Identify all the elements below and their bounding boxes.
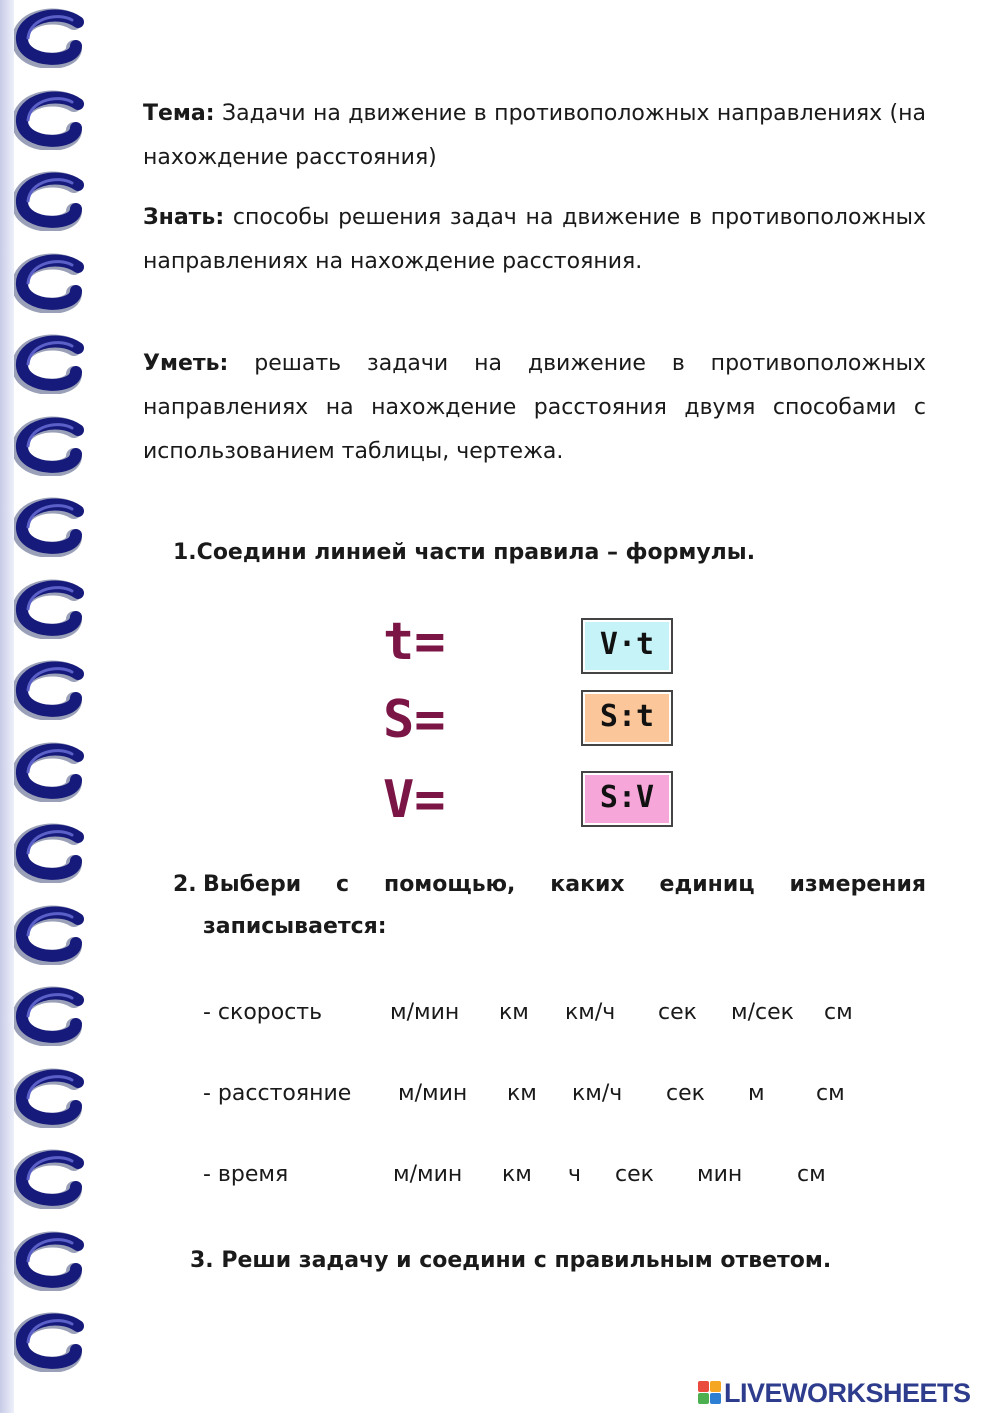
logo-icon bbox=[698, 1381, 722, 1405]
spiral-coil-icon bbox=[14, 90, 94, 150]
spiral-coil-icon bbox=[14, 497, 94, 557]
spiral-coil-icon bbox=[14, 579, 94, 639]
topic-text: Задачи на движение в противоположных направлениях (на нахождение расстояния) bbox=[143, 101, 926, 170]
unit-option[interactable]: сек bbox=[666, 1081, 705, 1106]
logo-square bbox=[698, 1381, 709, 1392]
task2-title bbox=[173, 864, 928, 948]
spiral-binding bbox=[0, 0, 110, 1413]
unit-option[interactable]: см bbox=[816, 1081, 845, 1106]
spiral-coil-icon bbox=[14, 742, 94, 802]
binding-strip bbox=[0, 0, 14, 1413]
row-label: - скорость bbox=[203, 1000, 323, 1025]
row-label: - расстояние bbox=[203, 1081, 352, 1106]
unit-option[interactable]: мин bbox=[697, 1162, 743, 1187]
spiral-coil-icon bbox=[14, 905, 94, 965]
spiral-coil-icon bbox=[14, 8, 94, 68]
spiral-coil-icon bbox=[14, 416, 94, 476]
spiral-coil-icon bbox=[14, 1149, 94, 1209]
spiral-coil-icon bbox=[14, 823, 94, 883]
unit-option[interactable]: км/ч bbox=[565, 1000, 616, 1025]
unit-option[interactable]: м bbox=[748, 1081, 765, 1106]
skill-label: Уметь: bbox=[143, 351, 229, 376]
unit-option[interactable]: м/мин bbox=[393, 1162, 463, 1187]
unit-option[interactable]: м/мин bbox=[390, 1000, 460, 1025]
spiral-coil-icon bbox=[14, 1231, 94, 1291]
spiral-coil-icon bbox=[14, 986, 94, 1046]
task1-title bbox=[173, 532, 933, 574]
logo-square bbox=[710, 1393, 721, 1404]
formula-left-v[interactable]: V= bbox=[383, 770, 446, 830]
units-row-time bbox=[203, 1155, 903, 1195]
spiral-coil-icon bbox=[14, 660, 94, 720]
task2-number: 2. bbox=[173, 872, 197, 897]
liveworksheets-logo bbox=[698, 1376, 971, 1410]
formula-right-st[interactable]: S:t bbox=[581, 690, 673, 746]
spiral-coil-icon bbox=[14, 1312, 94, 1372]
units-row-distance bbox=[203, 1074, 903, 1114]
formula-right-vt[interactable]: V·t bbox=[581, 618, 673, 674]
task3-title: 3. Реши задачу и соедини с правильным ответом. bbox=[190, 1248, 832, 1273]
spiral-coil-icon bbox=[14, 334, 94, 394]
skill-paragraph bbox=[143, 342, 926, 474]
unit-option[interactable]: см bbox=[824, 1000, 853, 1025]
task2-text: Выбери с помощью, каких единиц измерения записывается: bbox=[203, 872, 926, 939]
topic-paragraph bbox=[143, 92, 926, 180]
unit-option[interactable]: сек bbox=[615, 1162, 654, 1187]
unit-option[interactable]: км bbox=[507, 1081, 537, 1106]
task1-number: 1. bbox=[173, 540, 197, 565]
topic-label: Тема: bbox=[143, 101, 215, 126]
formula-left-s[interactable]: S= bbox=[383, 690, 446, 750]
spiral-coil-icon bbox=[14, 1068, 94, 1128]
spiral-coil-icon bbox=[14, 171, 94, 231]
know-text: способы решения задач на движение в противоположных направлениях на нахождение расстояния. bbox=[143, 205, 926, 274]
unit-option[interactable]: км bbox=[499, 1000, 529, 1025]
unit-option[interactable]: см bbox=[797, 1162, 826, 1187]
know-paragraph bbox=[143, 196, 926, 284]
skill-text: решать задачи на движение в противоположных направлениях на нахождение расстояния двумя способами с использованием таблицы, чертежа. bbox=[143, 351, 926, 464]
logo-square bbox=[698, 1393, 709, 1404]
know-label: Знать: bbox=[143, 205, 225, 230]
formula-left-t[interactable]: t= bbox=[383, 612, 446, 672]
logo-text: LIVEWORKSHEETS bbox=[724, 1377, 971, 1408]
unit-option[interactable]: м/мин bbox=[398, 1081, 468, 1106]
unit-option[interactable]: ч bbox=[568, 1162, 581, 1187]
formula-right-sv[interactable]: S:V bbox=[581, 771, 673, 827]
unit-option[interactable]: сек bbox=[658, 1000, 697, 1025]
units-row-speed bbox=[203, 993, 903, 1033]
task1-text: Соедини линией части правила – формулы. bbox=[196, 540, 756, 565]
unit-option[interactable]: км bbox=[502, 1162, 532, 1187]
unit-option[interactable]: м/сек bbox=[731, 1000, 794, 1025]
unit-option[interactable]: км/ч bbox=[572, 1081, 623, 1106]
logo-square bbox=[710, 1381, 721, 1392]
row-label: - время bbox=[203, 1162, 289, 1187]
spiral-coil-icon bbox=[14, 253, 94, 313]
